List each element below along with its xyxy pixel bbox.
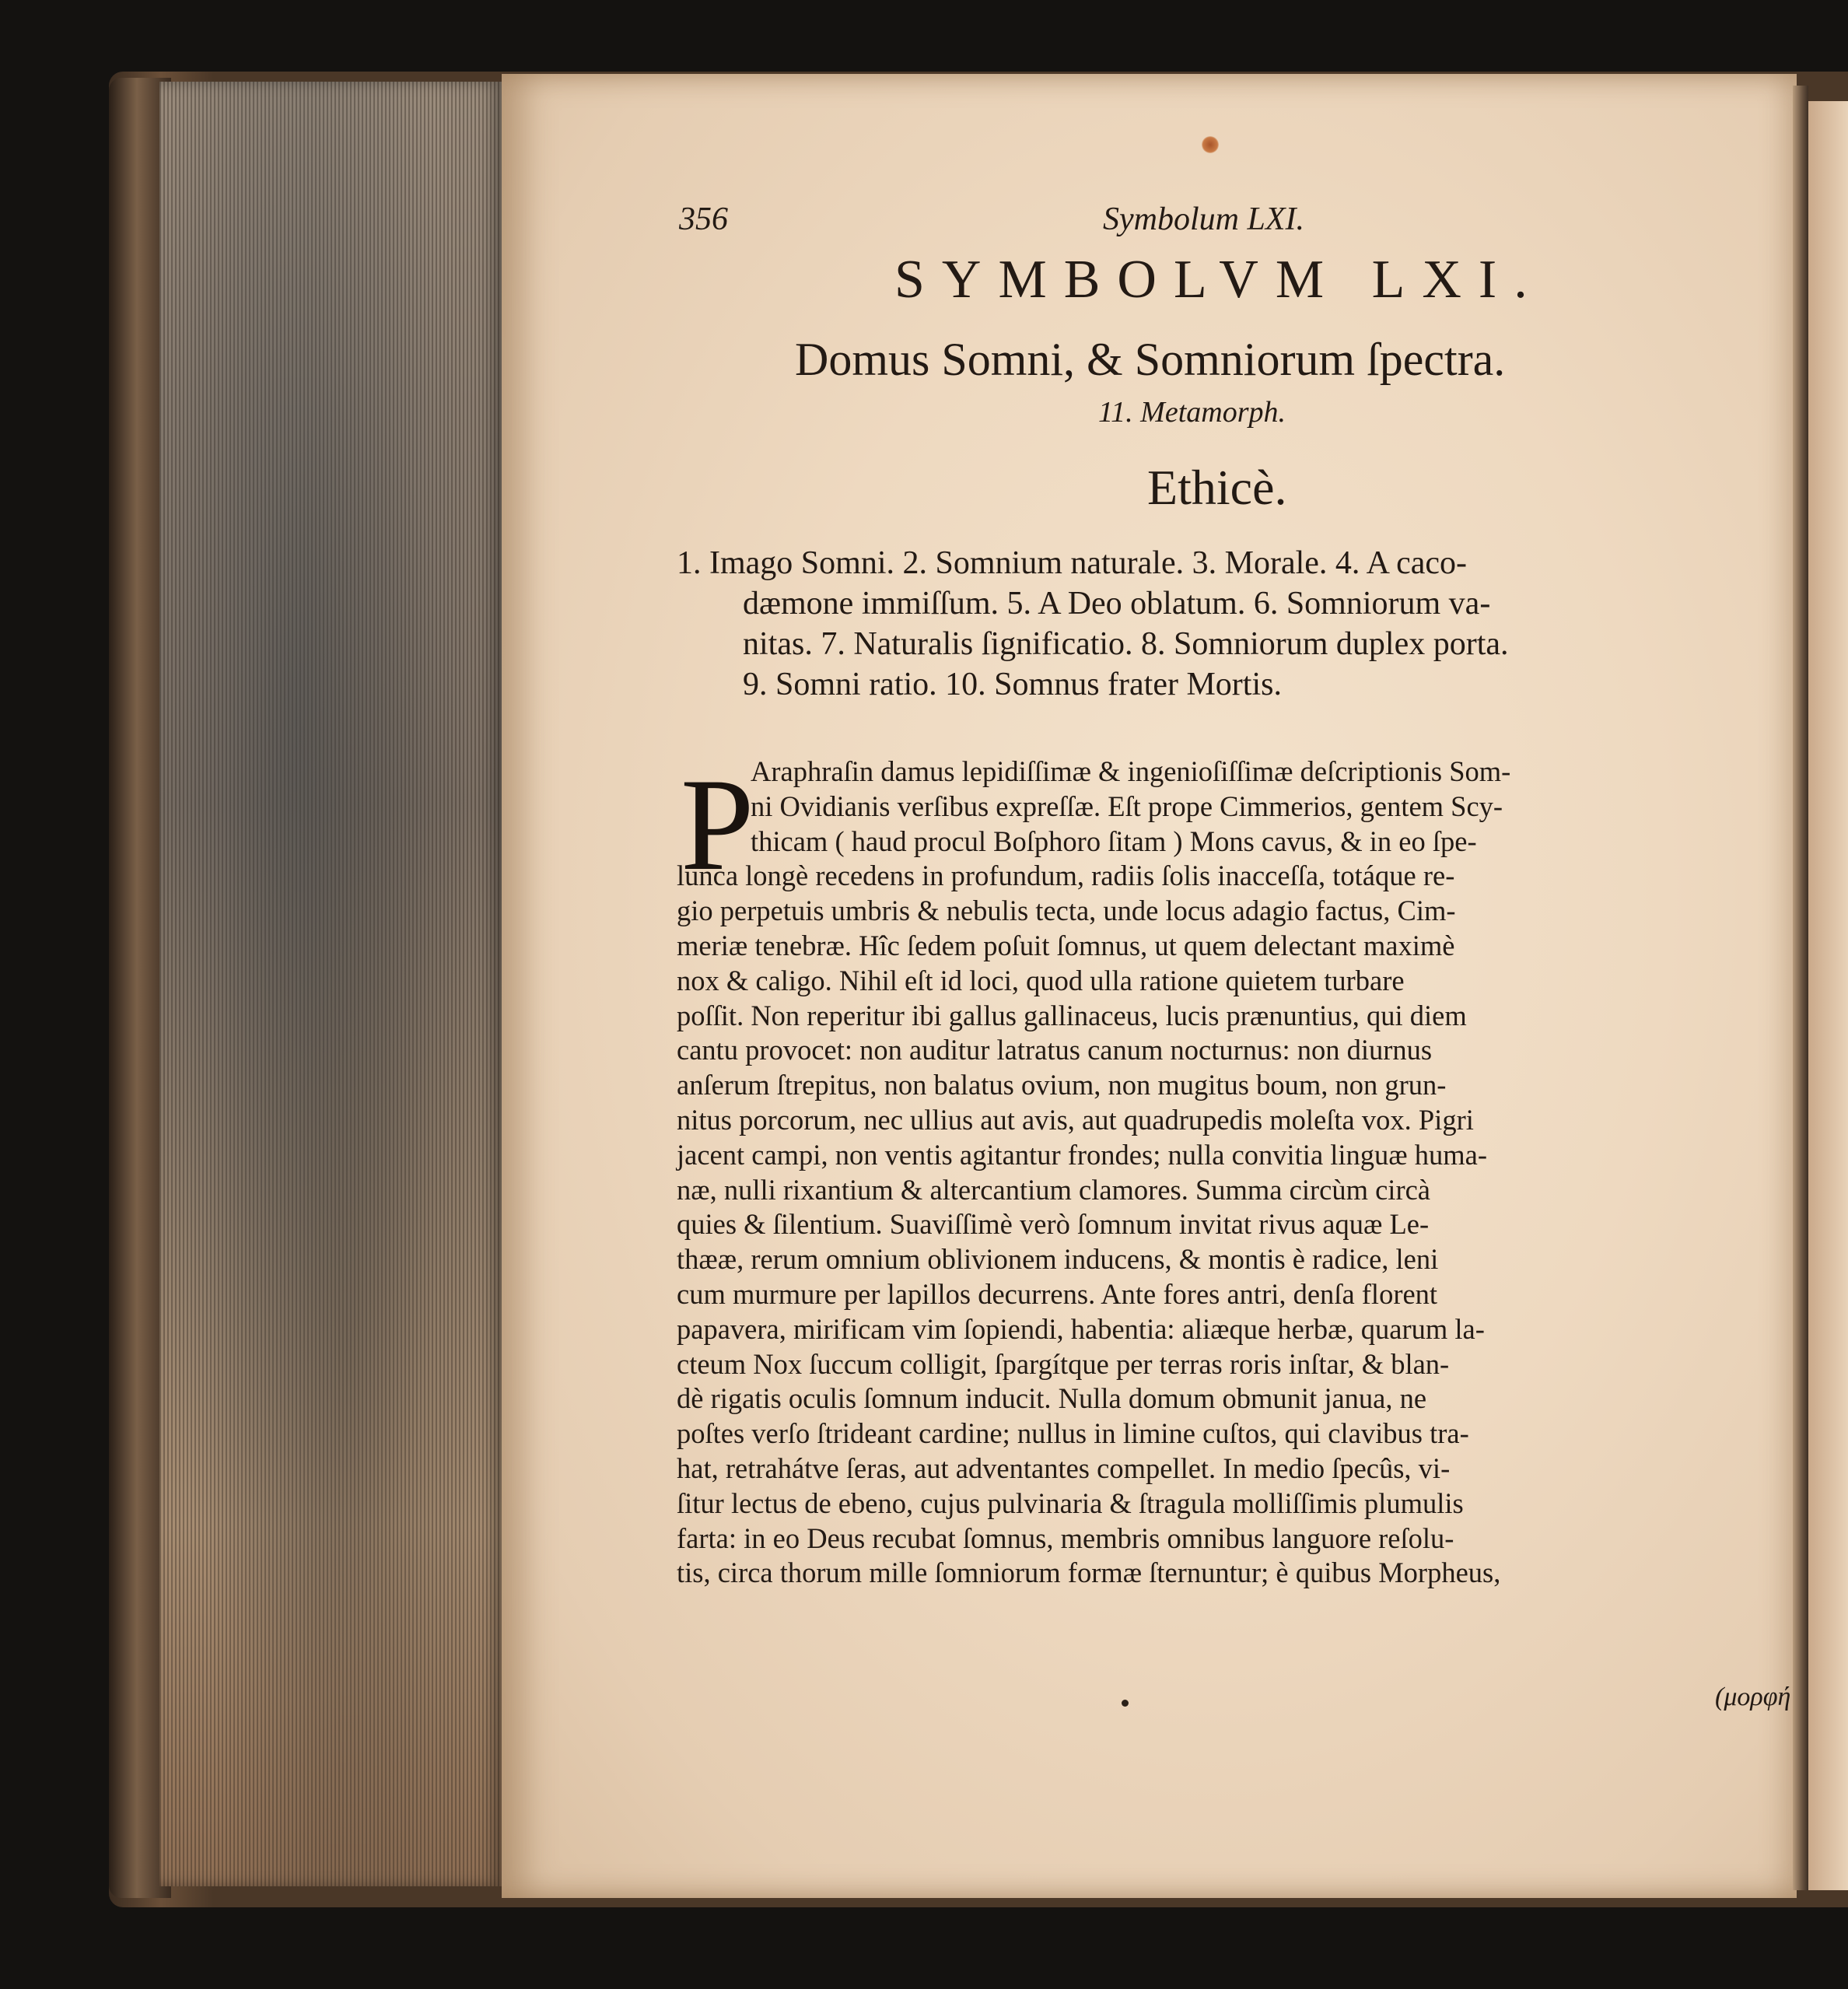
chapter-subtitle: Domus Somni, & Somniorum ſpectra. [795,334,1506,385]
body-line: thicam ( haud procul Boſphoro ſitam ) Mons cavus, & in eo ſpe- [751,825,1477,857]
running-head: Symbolum LXI. [1103,201,1304,237]
page-block-edge [159,82,502,1886]
catchword: (μορφή [1715,1683,1791,1711]
body-line: hat, retrahátve ſeras, aut adventantes compellet. In medio ſpecûs, vi- [677,1451,1451,1484]
page-gutter [1793,86,1808,1890]
topic-line: dæmone immiſſum. 5. A Deo oblatum. 6. Somniorum va- [743,586,1491,622]
body-line: nitus porcorum, nec ullius aut avis, aut quadrupedis moleſta vox. Pigri [677,1103,1474,1136]
page-number: 356 [679,201,728,237]
body-line: cteum Nox ſuccum colligit, ſpargítque per terras roris inſtar, & blan- [677,1347,1450,1380]
body-line: ni Ovidianis verſibus expreſſæ. Eſt prope Cimmerios, gentem Scy- [751,790,1503,822]
body-line: cantu provocet: non auditur latratus canum nocturnus: non diurnus [677,1034,1433,1066]
body-line: poſtes verſo ſtrideant cardine; nullus in limine cuſtos, qui clavibus tra- [677,1417,1469,1450]
body-line: thææ, rerum omnium oblivionem inducens, & montis è radice, leni [677,1243,1439,1276]
topic-line: nitas. 7. Naturalis ſignificatio. 8. Somniorum duplex porta. [743,626,1509,662]
body-line: Araphraſin damus lepidiſſimæ & ingenioſiſſimæ deſcriptionis Som- [751,755,1511,787]
body-line: næ, nulli rixantium & altercantium clamores. Summa circùm circà [677,1173,1430,1206]
section-heading: Ethicè. [1147,460,1287,515]
topic-line: 1. Imago Somni. 2. Somnium naturale. 3. Morale. 4. A caco- [677,545,1467,581]
body-line: nox & caligo. Nihil eſt id loci, quod ulla ratione quietem turbare [677,964,1405,996]
body-line: papavera, mirificam vim ſopiendi, habentia: aliæque herbæ, quarum la- [677,1312,1485,1345]
body-line: gio perpetuis umbris & nebulis tecta, unde locus adagio factus, Cim- [677,895,1456,927]
chapter-title: SYMBOLVM LXI. [894,250,1545,310]
body-line: tis, circa thorum mille ſomniorum formæ ſternuntur; è quibus Morpheus, [677,1557,1501,1589]
body-line: jacent campi, non ventis agitantur frondes; nulla convitia linguæ huma- [677,1138,1488,1171]
source-reference: 11. Metamorph. [1098,396,1286,429]
printer-dot [1122,1700,1129,1707]
body-line: poſſit. Non reperitur ibi gallus gallinaceus, lucis prænuntius, qui diem [677,999,1467,1031]
ink-stain [1202,136,1219,153]
body-line: farta: in eo Deus recubat ſomnus, membris omnibus languore reſolu- [677,1522,1454,1554]
facing-page-edge [1808,101,1848,1890]
body-line: lunca longè recedens in profundum, radiis ſolis inacceſſa, totáque re- [677,860,1455,892]
body-line: anſerum ſtrepitus, non balatus ovium, non mugitus boum, non grun- [677,1069,1447,1101]
body-line: dè rigatis oculis ſomnum inducit. Nulla domum obmunit janua, ne [677,1382,1427,1415]
drop-cap: P [681,751,754,898]
body-line: ſitur lectus de ebeno, cujus pulvinaria & ſtragula molliſſimis plumulis [677,1486,1464,1519]
body-line: cum murmure per lapillos decurrens. Ante fores antri, denſa florent [677,1277,1438,1310]
body-line: meriæ tenebræ. Hîc ſedem poſuit ſomnus, ut quem delectant maximè [677,929,1455,961]
body-text [677,751,1750,1591]
body-line: quies & ſilentium. Suaviſſimè verò ſomnum invitat rivus aquæ Le- [677,1208,1430,1241]
topic-list [677,545,1746,706]
topic-line: 9. Somni ratio. 10. Somnus frater Mortis. [743,667,1282,702]
